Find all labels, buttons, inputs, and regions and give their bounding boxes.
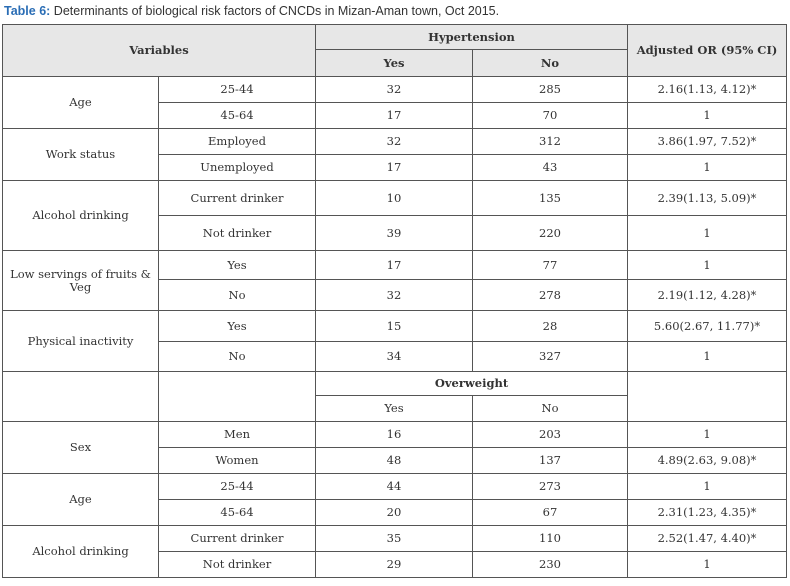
no-cell: 110 (473, 526, 628, 552)
or-cell: 1 (628, 155, 787, 181)
yes-header: Yes (316, 50, 473, 77)
yes-cell: 20 (316, 500, 473, 526)
group-label: Physical inactivity (3, 311, 159, 372)
no-header: No (473, 50, 628, 77)
or-cell: 1 (628, 422, 787, 448)
table-row (3, 129, 787, 155)
no-cell: 137 (473, 448, 628, 474)
level-cell: Employed (159, 129, 316, 155)
no-cell: 285 (473, 77, 628, 103)
or-cell: 1 (628, 552, 787, 578)
yes-cell: 44 (316, 474, 473, 500)
no-cell: 135 (473, 181, 628, 216)
level-cell: Yes (159, 311, 316, 342)
level-cell: Yes (159, 251, 316, 280)
yes-cell: 15 (316, 311, 473, 342)
level-cell: No (159, 280, 316, 311)
no-cell: 278 (473, 280, 628, 311)
yes-cell: 39 (316, 216, 473, 251)
level-cell: Current drinker (159, 526, 316, 552)
yes-cell: 32 (316, 129, 473, 155)
level-cell: Not drinker (159, 216, 316, 251)
table-row (3, 526, 787, 552)
yes-cell: 32 (316, 280, 473, 311)
yes-cell: 17 (316, 103, 473, 129)
no-cell: 273 (473, 474, 628, 500)
no-cell: 28 (473, 311, 628, 342)
or-cell: 3.86(1.97, 7.52)* (628, 129, 787, 155)
no-cell: 203 (473, 422, 628, 448)
variables-header: Variables (3, 25, 316, 77)
no-cell: 220 (473, 216, 628, 251)
group-label: Sex (3, 422, 159, 474)
no-cell: 230 (473, 552, 628, 578)
level-cell: 25-44 (159, 77, 316, 103)
table-row (3, 474, 787, 500)
yes-cell: 17 (316, 251, 473, 280)
or-cell: 2.39(1.13, 5.09)* (628, 181, 787, 216)
yes-cell: 35 (316, 526, 473, 552)
overweight-blank-cell (3, 372, 159, 422)
hypertension-header: Hypertension (316, 25, 628, 50)
overweight-blank-cell (159, 372, 316, 422)
yes-cell: 17 (316, 155, 473, 181)
yes-header: Yes (316, 396, 473, 422)
yes-cell: 32 (316, 77, 473, 103)
caption-text: Determinants of biological risk factors of CNCDs in Mizan-Aman town, Oct 2015. (53, 4, 500, 18)
level-cell: 25-44 (159, 474, 316, 500)
table-caption (4, 4, 499, 18)
group-label: Alcohol drinking (3, 181, 159, 251)
or-cell: 1 (628, 474, 787, 500)
no-header: No (473, 396, 628, 422)
overweight-blank-cell (628, 372, 787, 422)
level-cell: No (159, 342, 316, 372)
group-label: Age (3, 474, 159, 526)
or-cell: 1 (628, 103, 787, 129)
level-cell: 45-64 (159, 103, 316, 129)
level-cell: Current drinker (159, 181, 316, 216)
yes-cell: 16 (316, 422, 473, 448)
no-cell: 77 (473, 251, 628, 280)
yes-cell: 29 (316, 552, 473, 578)
overweight-header: Overweight (316, 372, 628, 396)
or-cell: 2.52(1.47, 4.40)* (628, 526, 787, 552)
or-cell: 2.19(1.12, 4.28)* (628, 280, 787, 311)
group-label: Alcohol drinking (3, 526, 159, 578)
no-cell: 67 (473, 500, 628, 526)
no-cell: 327 (473, 342, 628, 372)
no-cell: 312 (473, 129, 628, 155)
adjusted-or-header: Adjusted OR (95% CI) (628, 25, 787, 77)
no-cell: 43 (473, 155, 628, 181)
or-cell: 1 (628, 216, 787, 251)
level-cell: Unemployed (159, 155, 316, 181)
level-cell: 45-64 (159, 500, 316, 526)
group-label: Work status (3, 129, 159, 181)
determinants-table (2, 24, 787, 578)
group-label: Low servings of fruits & Veg (3, 251, 159, 311)
or-cell: 1 (628, 251, 787, 280)
table-row (3, 422, 787, 448)
or-cell: 5.60(2.67, 11.77)* (628, 311, 787, 342)
table-row (3, 251, 787, 280)
yes-cell: 10 (316, 181, 473, 216)
group-label: Age (3, 77, 159, 129)
table-row (3, 181, 787, 216)
yes-cell: 34 (316, 342, 473, 372)
level-cell: Not drinker (159, 552, 316, 578)
level-cell: Women (159, 448, 316, 474)
caption-label: Table 6: (4, 4, 51, 18)
level-cell: Men (159, 422, 316, 448)
or-cell: 2.31(1.23, 4.35)* (628, 500, 787, 526)
yes-cell: 48 (316, 448, 473, 474)
or-cell: 4.89(2.63, 9.08)* (628, 448, 787, 474)
table-row (3, 77, 787, 103)
or-cell: 1 (628, 342, 787, 372)
or-cell: 2.16(1.13, 4.12)* (628, 77, 787, 103)
table-row (3, 311, 787, 342)
no-cell: 70 (473, 103, 628, 129)
